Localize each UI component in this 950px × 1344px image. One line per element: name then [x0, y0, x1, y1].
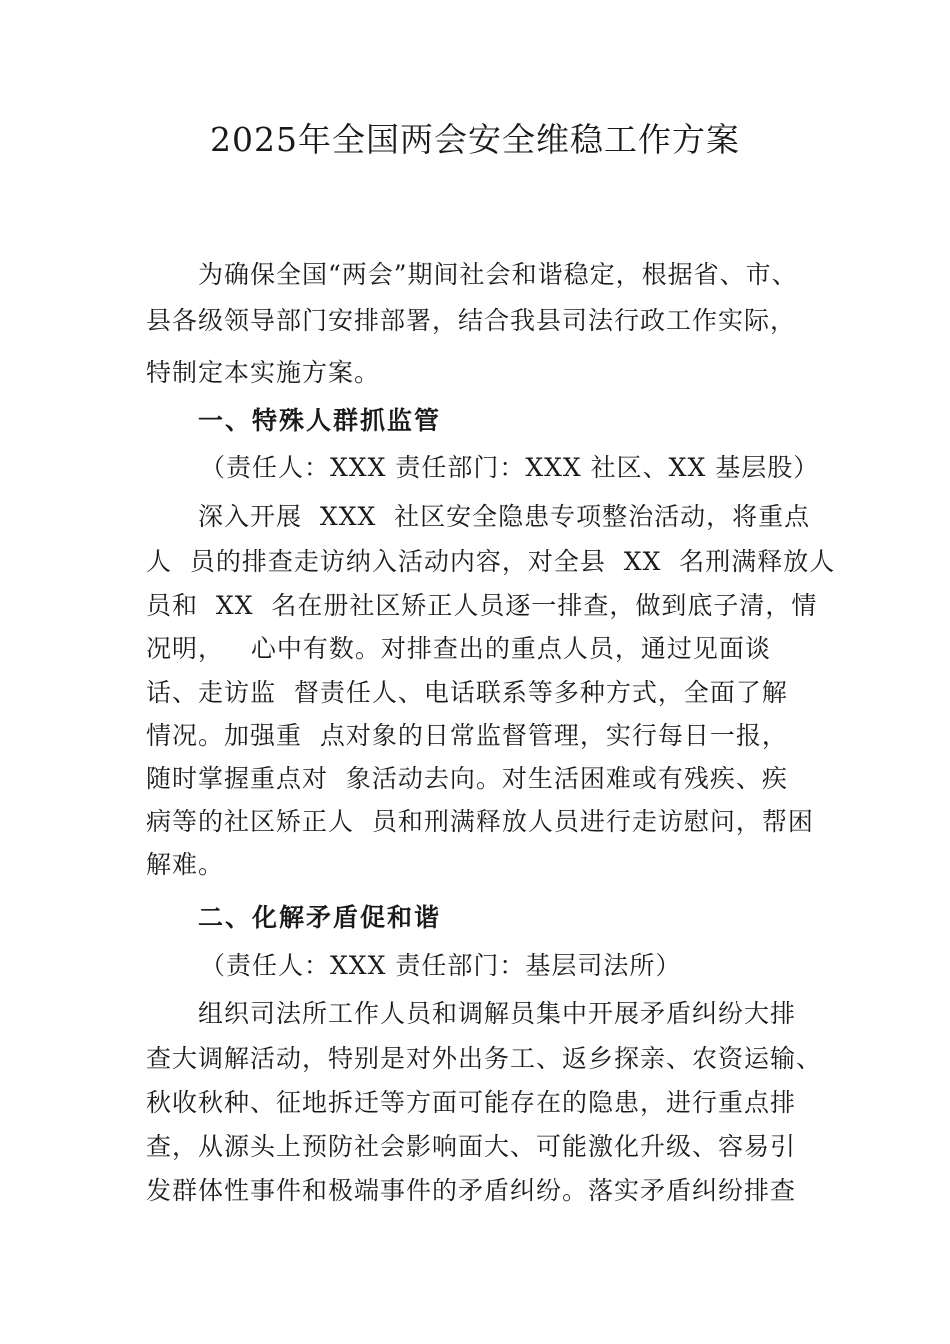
section-2-body-line: 秋收秋种、征地拆迁等方面可能存在的隐患，进行重点排 [146, 1088, 797, 1117]
section-1-body-line: 话、走访监 督责任人、电话联系等多种方式，全面了解 [146, 678, 788, 707]
section-1-body-line: 随时掌握重点对 象活动去向。对生活困难或有残疾、疾 [146, 764, 788, 793]
section-1-body-line: 况明， 心中有数。对排查出的重点人员，通过见面谈 [146, 634, 771, 663]
section-2-body-line: 查大调解活动，特别是对外出务工、返乡探亲、农资运输、 [146, 1044, 823, 1073]
section-2-body-line: 查，从源头上预防社会影响面大、可能激化升级、容易引 [146, 1132, 797, 1161]
section-2-heading: 二、化解矛盾促和谐 [198, 903, 442, 932]
section-1-body-line: 解难。 [146, 850, 225, 879]
section-1-heading: 一、特殊人群抓监管 [198, 406, 442, 435]
section-2-responsible: （责任人：XXX 责任部门：基层司法所） [200, 951, 682, 980]
section-1-body-line: 情况。加强重 点对象的日常监督管理，实行每日一报， [146, 721, 788, 750]
intro-line-1: 为确保全国“两会”期间社会和谐稳定，根据省、市、 [198, 260, 798, 289]
section-1-body-line: 深入开展 XXX 社区安全隐患专项整治活动，将重点 [198, 502, 811, 531]
section-1-responsible: （责任人：XXX 责任部门：XXX 社区、XX 基层股） [200, 453, 820, 482]
section-1-body-line: 员和 XX 名在册社区矫正人员逐一排查，做到底子清，情 [146, 591, 818, 620]
section-2-body-line: 发群体性事件和极端事件的矛盾纠纷。落实矛盾纠纷排查 [146, 1176, 797, 1205]
section-1-body-line: 人 员的排查走访纳入活动内容，对全县 XX 名刑满释放人 [146, 547, 836, 576]
document-title: 2025年全国两会安全维稳工作方案 [210, 120, 740, 159]
intro-line-2: 县各级领导部门安排部署，结合我县司法行政工作实际， [146, 306, 797, 335]
intro-line-3: 特制定本实施方案。 [146, 358, 381, 387]
section-2-body-line: 组织司法所工作人员和调解员集中开展矛盾纠纷大排 [198, 999, 797, 1028]
section-1-body-line: 病等的社区矫正人 员和刑满释放人员进行走访慰问，帮困 [146, 807, 814, 836]
